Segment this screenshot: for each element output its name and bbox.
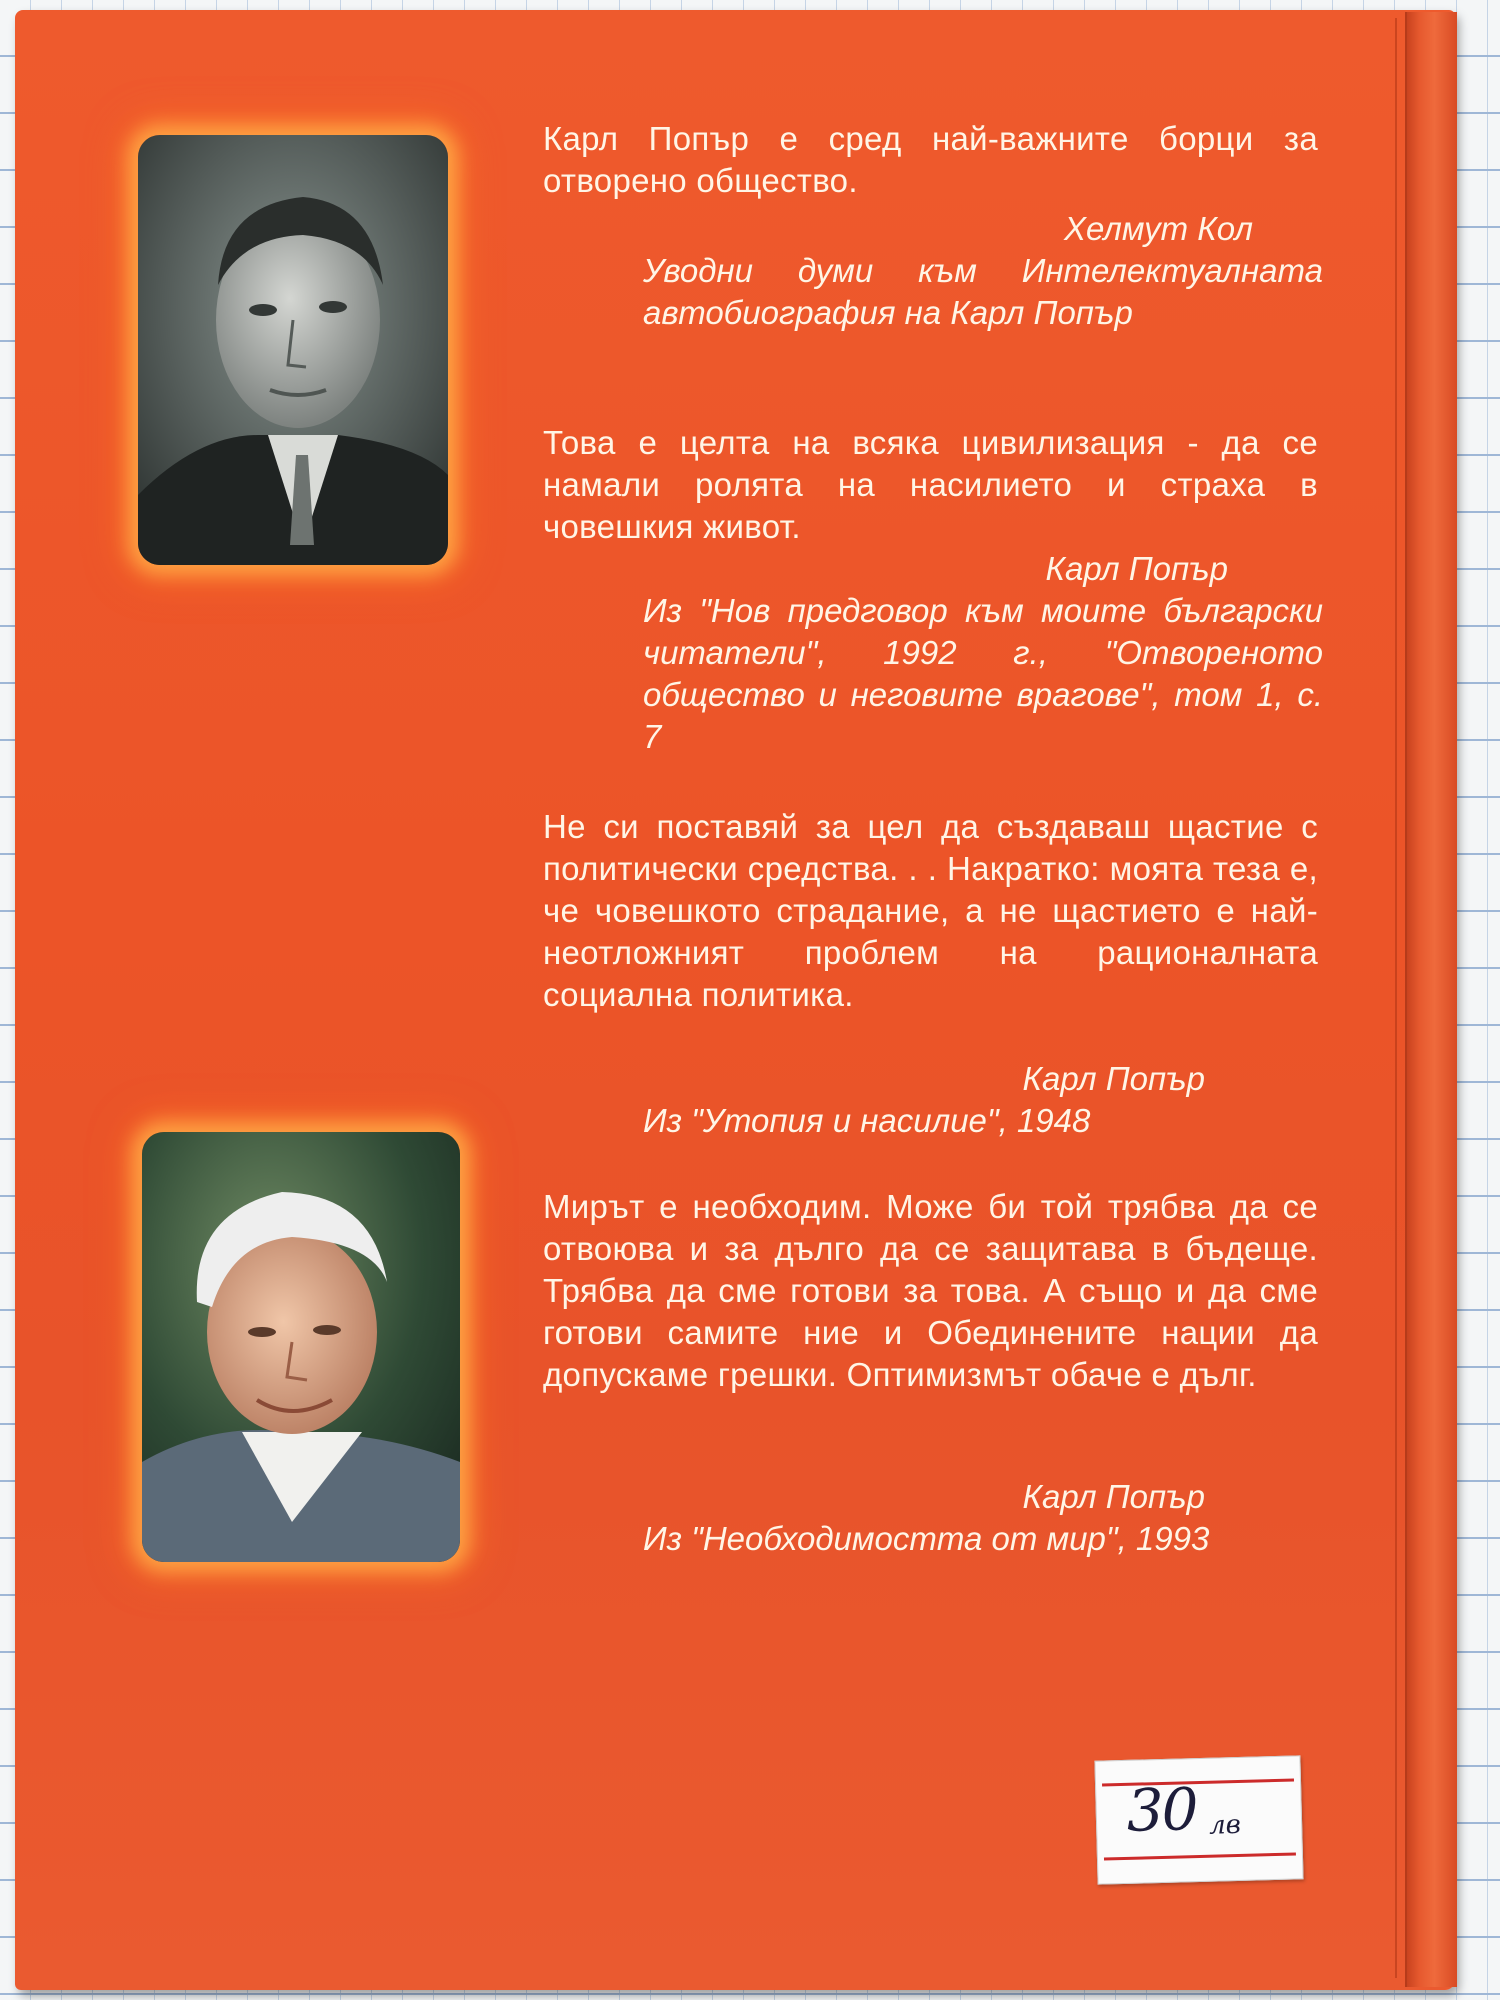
price-currency: лв	[1208, 1809, 1242, 1841]
price-sticker	[1094, 1755, 1303, 1884]
quote-1-text: Карл Попър е сред най-важните борци за отворено общество.	[543, 120, 1318, 199]
portrait-photo-elderly	[142, 1132, 460, 1562]
quote-3-author: Карл Попър	[1022, 1060, 1205, 1097]
quote-3-text: Не си поставяй за цел да създаваш щастие с политически средства. . . Накратко: моята теза е, че човешкото страдание, а не щастието е най-неотложният проблем на рационалната социална политика.	[543, 808, 1318, 1013]
quote-4-source: Из "Необходимостта от мир", 1993	[643, 1520, 1210, 1557]
cover-fold-line	[1395, 18, 1397, 1978]
quote-2-author: Карл Попър	[1045, 550, 1228, 587]
portrait-photo-young	[138, 135, 448, 565]
book-spine	[1405, 12, 1457, 1987]
price-amount: 30	[1125, 1775, 1198, 1845]
quote-2-source: Из "Нов предговор към моите български читатели", 1992 г., "Отвореното общество и неговите врагове", том 1, с. 7	[643, 592, 1323, 755]
quote-4-text: Мирът е необходим. Може би той трябва да се отвоюва и за дълго да се защитава в бъдеще. Трябва да сме готови за това. А също и да сме готови самите ние и Обединените нации да допускаме грешки. Оптимизмът обаче е дълг.	[543, 1188, 1318, 1393]
quote-4-author: Карл Попър	[1022, 1478, 1205, 1515]
quote-1-author: Хелмут Кол	[1064, 210, 1253, 247]
quote-1-source: Уводни думи към Интелектуалната автобиография на Карл Попър	[643, 252, 1323, 331]
quote-3-source: Из "Утопия и насилие", 1948	[643, 1102, 1091, 1139]
quote-2-text: Това е целта на всяка цивилизация - да се намали ролята на насилието и страха в човешкия живот.	[543, 424, 1318, 545]
price-sticker-line-bottom	[1104, 1852, 1296, 1860]
